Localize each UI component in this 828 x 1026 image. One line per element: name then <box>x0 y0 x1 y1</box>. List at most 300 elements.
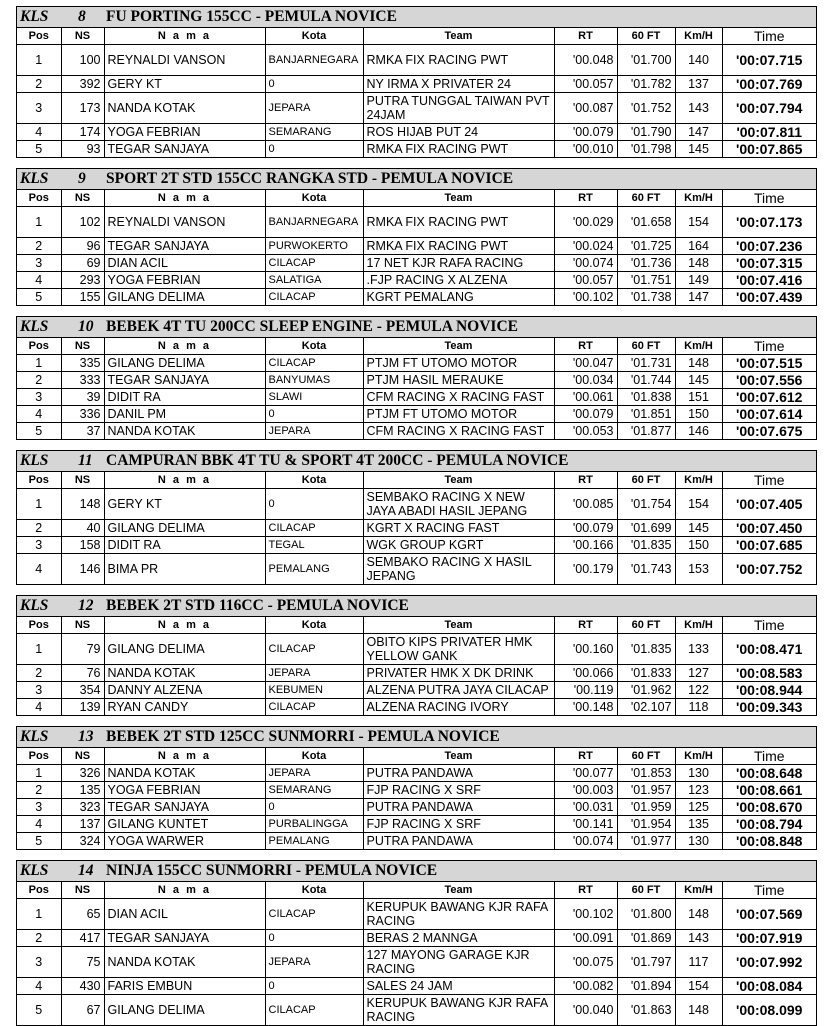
header-ns: NS <box>61 748 104 765</box>
cell-rt: '00.048 <box>554 45 617 76</box>
cell-pos: 3 <box>17 93 61 124</box>
cell-nama: GILANG KUNTET <box>104 816 265 833</box>
cell-time: '00:07.794 <box>722 93 816 124</box>
cell-nama: REYNALDI VANSON <box>104 45 265 76</box>
cell-kmh: 150 <box>675 406 722 423</box>
cell-pos: 3 <box>17 255 61 272</box>
header-kota: Kota <box>265 882 363 899</box>
cell-pos: 2 <box>17 930 61 947</box>
result-row <box>17 207 816 238</box>
cell-60ft: '01.797 <box>617 947 675 978</box>
header-team: Team <box>363 882 554 899</box>
cell-team: PUTRA PANDAWA <box>363 833 554 850</box>
cell-60ft: '01.798 <box>617 141 675 158</box>
cell-kota: BANYUMAS <box>265 372 363 389</box>
result-row <box>17 816 816 833</box>
cell-kmh: 125 <box>675 799 722 816</box>
class-kls-label: KLS <box>20 597 49 614</box>
cell-kota: KEBUMEN <box>265 682 363 699</box>
cell-kmh: 123 <box>675 782 722 799</box>
cell-60ft: '01.863 <box>617 995 675 1026</box>
cell-time: '00:08.661 <box>722 782 816 799</box>
class-block-13 <box>16 726 817 850</box>
result-row <box>17 355 816 372</box>
cell-pos: 1 <box>17 899 61 930</box>
cell-60ft: '01.838 <box>617 389 675 406</box>
cell-team: SEMBAKO RACING X NEW JAYA ABADI HASIL JEPANG <box>363 489 554 520</box>
cell-ns: 430 <box>61 978 104 995</box>
header-time: Time <box>722 617 816 634</box>
cell-ns: 326 <box>61 765 104 782</box>
cell-time: '00:07.556 <box>722 372 816 389</box>
cell-time: '00:07.919 <box>722 930 816 947</box>
class-title <box>17 861 816 882</box>
cell-rt: '00.079 <box>554 124 617 141</box>
cell-kmh: 147 <box>675 289 722 306</box>
cell-nama: DIAN ACIL <box>104 899 265 930</box>
results-table <box>17 472 816 585</box>
cell-team: KERUPUK BAWANG KJR RAFA RACING <box>363 995 554 1026</box>
cell-pos: 3 <box>17 537 61 554</box>
class-kls-label: KLS <box>20 170 49 187</box>
header-60ft: 60 FT <box>617 338 675 355</box>
cell-ns: 146 <box>61 554 104 585</box>
cell-rt: '00.085 <box>554 489 617 520</box>
cell-kota: SEMARANG <box>265 782 363 799</box>
cell-rt: '00.160 <box>554 634 617 665</box>
header-kmh: Km/H <box>675 617 722 634</box>
cell-kota: JEPARA <box>265 765 363 782</box>
cell-kmh: 133 <box>675 634 722 665</box>
cell-pos: 4 <box>17 406 61 423</box>
cell-team: PUTRA PANDAWA <box>363 765 554 782</box>
result-row <box>17 520 816 537</box>
cell-ns: 336 <box>61 406 104 423</box>
cell-kmh: 122 <box>675 682 722 699</box>
cell-kota: PURWOKERTO <box>265 238 363 255</box>
cell-pos: 3 <box>17 389 61 406</box>
cell-ns: 335 <box>61 355 104 372</box>
cell-kmh: 150 <box>675 537 722 554</box>
header-team: Team <box>363 190 554 207</box>
cell-team: KGRT X RACING FAST <box>363 520 554 537</box>
header-pos: Pos <box>17 882 61 899</box>
header-rt: RT <box>554 190 617 207</box>
result-row <box>17 423 816 440</box>
cell-time: '00:08.848 <box>722 833 816 850</box>
cell-time: '00:07.865 <box>722 141 816 158</box>
cell-team: PTJM FT UTOMO MOTOR <box>363 406 554 423</box>
class-name: FU PORTING 155CC - PEMULA NOVICE <box>106 8 397 25</box>
cell-time: '00:07.569 <box>722 899 816 930</box>
cell-kmh: 164 <box>675 238 722 255</box>
cell-rt: '00.102 <box>554 899 617 930</box>
cell-team: 17 NET KJR RAFA RACING <box>363 255 554 272</box>
header-time: Time <box>722 190 816 207</box>
cell-nama: GILANG DELIMA <box>104 289 265 306</box>
cell-60ft: '01.736 <box>617 255 675 272</box>
result-row <box>17 537 816 554</box>
cell-pos: 4 <box>17 272 61 289</box>
header-ns: NS <box>61 617 104 634</box>
cell-pos: 2 <box>17 238 61 255</box>
cell-team: PUTRA PANDAWA <box>363 799 554 816</box>
cell-time: '00:07.173 <box>722 207 816 238</box>
cell-pos: 4 <box>17 978 61 995</box>
cell-team: RMKA FIX RACING PWT <box>363 238 554 255</box>
cell-rt: '00.074 <box>554 255 617 272</box>
result-row <box>17 372 816 389</box>
cell-kmh: 118 <box>675 699 722 716</box>
cell-team: PUTRA TUNGGAL TAIWAN PVT 24JAM <box>363 93 554 124</box>
cell-ns: 354 <box>61 682 104 699</box>
result-row <box>17 833 816 850</box>
header-nama: N a m a <box>104 617 265 634</box>
cell-time: '00:08.583 <box>722 665 816 682</box>
cell-kota: 0 <box>265 799 363 816</box>
cell-60ft: '01.851 <box>617 406 675 423</box>
cell-kota: SALATIGA <box>265 272 363 289</box>
cell-nama: YOGA FEBRIAN <box>104 782 265 799</box>
header-60ft: 60 FT <box>617 190 675 207</box>
cell-60ft: '01.725 <box>617 238 675 255</box>
cell-kmh: 117 <box>675 947 722 978</box>
cell-ns: 67 <box>61 995 104 1026</box>
cell-nama: GERY KT <box>104 489 265 520</box>
cell-pos: 5 <box>17 423 61 440</box>
cell-ns: 173 <box>61 93 104 124</box>
cell-ns: 39 <box>61 389 104 406</box>
class-name: BEBEK 2T STD 116CC - PEMULA NOVICE <box>106 597 409 614</box>
header-nama: N a m a <box>104 28 265 45</box>
header-time: Time <box>722 748 816 765</box>
cell-kmh: 145 <box>675 520 722 537</box>
cell-nama: GILANG DELIMA <box>104 355 265 372</box>
cell-team: BERAS 2 MANNGA <box>363 930 554 947</box>
cell-ns: 100 <box>61 45 104 76</box>
cell-ns: 148 <box>61 489 104 520</box>
header-time: Time <box>722 882 816 899</box>
results-table <box>17 190 816 306</box>
cell-ns: 323 <box>61 799 104 816</box>
cell-time: '00:08.670 <box>722 799 816 816</box>
cell-nama: DIDIT RA <box>104 389 265 406</box>
cell-nama: YOGA WARWER <box>104 833 265 850</box>
cell-ns: 65 <box>61 899 104 930</box>
cell-time: '00:08.099 <box>722 995 816 1026</box>
cell-kota: PURBALINGGA <box>265 816 363 833</box>
cell-time: '00:07.439 <box>722 289 816 306</box>
result-row <box>17 930 816 947</box>
cell-team: FJP RACING X SRF <box>363 816 554 833</box>
header-row <box>17 472 816 489</box>
cell-kota: BANJARNEGARA <box>265 45 363 76</box>
header-pos: Pos <box>17 190 61 207</box>
header-row <box>17 338 816 355</box>
cell-nama: NANDA KOTAK <box>104 665 265 682</box>
cell-rt: '00.119 <box>554 682 617 699</box>
class-number: 8 <box>78 8 86 25</box>
cell-rt: '00.057 <box>554 76 617 93</box>
cell-rt: '00.074 <box>554 833 617 850</box>
cell-time: '00:07.769 <box>722 76 816 93</box>
class-title <box>17 727 816 748</box>
cell-kmh: 137 <box>675 76 722 93</box>
cell-60ft: '01.835 <box>617 537 675 554</box>
cell-kota: 0 <box>265 978 363 995</box>
cell-rt: '00.024 <box>554 238 617 255</box>
cell-rt: '00.066 <box>554 665 617 682</box>
cell-ns: 79 <box>61 634 104 665</box>
header-row <box>17 748 816 765</box>
cell-kmh: 148 <box>675 899 722 930</box>
cell-60ft: '01.790 <box>617 124 675 141</box>
cell-60ft: '01.658 <box>617 207 675 238</box>
cell-pos: 2 <box>17 782 61 799</box>
result-row <box>17 238 816 255</box>
cell-kota: 0 <box>265 406 363 423</box>
cell-nama: DIAN ACIL <box>104 255 265 272</box>
cell-ns: 137 <box>61 816 104 833</box>
class-number: 11 <box>78 452 93 469</box>
result-row <box>17 406 816 423</box>
cell-kmh: 153 <box>675 554 722 585</box>
header-kota: Kota <box>265 748 363 765</box>
cell-team: ALZENA PUTRA JAYA CILACAP <box>363 682 554 699</box>
cell-team: NY IRMA X PRIVATER 24 <box>363 76 554 93</box>
header-kota: Kota <box>265 190 363 207</box>
result-row <box>17 947 816 978</box>
cell-nama: BIMA PR <box>104 554 265 585</box>
cell-time: '00:07.715 <box>722 45 816 76</box>
header-row <box>17 617 816 634</box>
header-60ft: 60 FT <box>617 28 675 45</box>
cell-team: WGK GROUP KGRT <box>363 537 554 554</box>
class-name: BEBEK 2T STD 125CC SUNMORRI - PEMULA NOVICE <box>106 728 500 745</box>
cell-time: '00:07.315 <box>722 255 816 272</box>
cell-pos: 5 <box>17 141 61 158</box>
cell-pos: 1 <box>17 634 61 665</box>
cell-kmh: 148 <box>675 995 722 1026</box>
cell-kota: JEPARA <box>265 947 363 978</box>
header-pos: Pos <box>17 338 61 355</box>
cell-nama: NANDA KOTAK <box>104 947 265 978</box>
cell-rt: '00.166 <box>554 537 617 554</box>
header-nama: N a m a <box>104 190 265 207</box>
header-60ft: 60 FT <box>617 617 675 634</box>
cell-pos: 4 <box>17 699 61 716</box>
header-pos: Pos <box>17 748 61 765</box>
cell-kota: PEMALANG <box>265 833 363 850</box>
cell-nama: REYNALDI VANSON <box>104 207 265 238</box>
cell-pos: 5 <box>17 995 61 1026</box>
header-kmh: Km/H <box>675 882 722 899</box>
cell-ns: 75 <box>61 947 104 978</box>
header-pos: Pos <box>17 472 61 489</box>
cell-60ft: '01.869 <box>617 930 675 947</box>
cell-60ft: '01.800 <box>617 899 675 930</box>
cell-team: OBITO KIPS PRIVATER HMK YELLOW GANK <box>363 634 554 665</box>
cell-kota: CILACAP <box>265 520 363 537</box>
cell-time: '00:07.405 <box>722 489 816 520</box>
cell-pos: 1 <box>17 355 61 372</box>
class-title <box>17 451 816 472</box>
cell-nama: NANDA KOTAK <box>104 93 265 124</box>
cell-kota: CILACAP <box>265 289 363 306</box>
result-row <box>17 978 816 995</box>
result-row <box>17 389 816 406</box>
cell-kmh: 154 <box>675 207 722 238</box>
cell-60ft: '01.954 <box>617 816 675 833</box>
cell-time: '00:08.944 <box>722 682 816 699</box>
cell-rt: '00.077 <box>554 765 617 782</box>
cell-rt: '00.091 <box>554 930 617 947</box>
cell-kmh: 149 <box>675 272 722 289</box>
cell-60ft: '01.977 <box>617 833 675 850</box>
cell-team: 127 MAYONG GARAGE KJR RACING <box>363 947 554 978</box>
cell-ns: 93 <box>61 141 104 158</box>
cell-pos: 5 <box>17 833 61 850</box>
cell-team: ALZENA RACING IVORY <box>363 699 554 716</box>
cell-kota: 0 <box>265 76 363 93</box>
cell-rt: '00.010 <box>554 141 617 158</box>
cell-nama: NANDA KOTAK <box>104 765 265 782</box>
cell-ns: 333 <box>61 372 104 389</box>
class-kls-label: KLS <box>20 8 49 25</box>
header-kota: Kota <box>265 338 363 355</box>
cell-team: ROS HIJAB PUT 24 <box>363 124 554 141</box>
cell-nama: GERY KT <box>104 76 265 93</box>
header-ns: NS <box>61 472 104 489</box>
header-team: Team <box>363 472 554 489</box>
cell-60ft: '01.782 <box>617 76 675 93</box>
cell-60ft: '01.957 <box>617 782 675 799</box>
cell-kota: CILACAP <box>265 634 363 665</box>
cell-rt: '00.082 <box>554 978 617 995</box>
header-rt: RT <box>554 617 617 634</box>
header-rt: RT <box>554 338 617 355</box>
cell-60ft: '01.853 <box>617 765 675 782</box>
header-time: Time <box>722 338 816 355</box>
result-row <box>17 45 816 76</box>
cell-time: '00:09.343 <box>722 699 816 716</box>
result-row <box>17 899 816 930</box>
cell-pos: 1 <box>17 765 61 782</box>
result-row <box>17 255 816 272</box>
cell-kmh: 147 <box>675 124 722 141</box>
cell-team: RMKA FIX RACING PWT <box>363 45 554 76</box>
header-time: Time <box>722 28 816 45</box>
header-team: Team <box>363 617 554 634</box>
cell-60ft: '01.752 <box>617 93 675 124</box>
header-60ft: 60 FT <box>617 748 675 765</box>
cell-ns: 155 <box>61 289 104 306</box>
header-rt: RT <box>554 28 617 45</box>
cell-kmh: 130 <box>675 833 722 850</box>
cell-60ft: '01.751 <box>617 272 675 289</box>
cell-team: RMKA FIX RACING PWT <box>363 207 554 238</box>
cell-60ft: '01.743 <box>617 554 675 585</box>
results-table <box>17 338 816 440</box>
cell-team: CFM RACING X RACING FAST <box>363 389 554 406</box>
cell-kmh: 130 <box>675 765 722 782</box>
class-name: SPORT 2T STD 155CC RANGKA STD - PEMULA NOVICE <box>106 170 514 187</box>
cell-team: RMKA FIX RACING PWT <box>363 141 554 158</box>
cell-nama: TEGAR SANJAYA <box>104 799 265 816</box>
cell-kmh: 151 <box>675 389 722 406</box>
class-number: 13 <box>78 728 94 745</box>
class-block-8 <box>16 6 817 158</box>
cell-nama: YOGA FEBRIAN <box>104 272 265 289</box>
cell-pos: 1 <box>17 489 61 520</box>
cell-kota: PEMALANG <box>265 554 363 585</box>
cell-kmh: 148 <box>675 255 722 272</box>
class-block-11 <box>16 450 817 585</box>
cell-pos: 2 <box>17 520 61 537</box>
cell-ns: 76 <box>61 665 104 682</box>
header-pos: Pos <box>17 617 61 634</box>
cell-time: '00:07.612 <box>722 389 816 406</box>
cell-kota: 0 <box>265 930 363 947</box>
header-row <box>17 190 816 207</box>
cell-nama: TEGAR SANJAYA <box>104 372 265 389</box>
header-kota: Kota <box>265 617 363 634</box>
results-sheet <box>16 6 817 1026</box>
class-block-9 <box>16 168 817 306</box>
cell-kota: SEMARANG <box>265 124 363 141</box>
cell-rt: '00.053 <box>554 423 617 440</box>
cell-time: '00:07.450 <box>722 520 816 537</box>
cell-nama: GILANG DELIMA <box>104 995 265 1026</box>
cell-rt: '00.029 <box>554 207 617 238</box>
result-row <box>17 799 816 816</box>
header-ns: NS <box>61 338 104 355</box>
result-row <box>17 272 816 289</box>
header-time: Time <box>722 472 816 489</box>
cell-time: '00:07.992 <box>722 947 816 978</box>
cell-pos: 4 <box>17 816 61 833</box>
cell-kmh: 135 <box>675 816 722 833</box>
result-row <box>17 489 816 520</box>
cell-ns: 135 <box>61 782 104 799</box>
cell-rt: '00.061 <box>554 389 617 406</box>
cell-kmh: 145 <box>675 372 722 389</box>
results-table <box>17 28 816 158</box>
result-row <box>17 124 816 141</box>
cell-nama: TEGAR SANJAYA <box>104 930 265 947</box>
cell-kota: 0 <box>265 489 363 520</box>
cell-rt: '00.179 <box>554 554 617 585</box>
cell-ns: 293 <box>61 272 104 289</box>
cell-pos: 2 <box>17 76 61 93</box>
cell-kmh: 127 <box>675 665 722 682</box>
cell-time: '00:07.811 <box>722 124 816 141</box>
cell-kota: CILACAP <box>265 699 363 716</box>
class-block-10 <box>16 316 817 440</box>
cell-rt: '00.148 <box>554 699 617 716</box>
cell-ns: 37 <box>61 423 104 440</box>
class-number: 10 <box>78 318 94 335</box>
cell-time: '00:07.752 <box>722 554 816 585</box>
header-rt: RT <box>554 882 617 899</box>
class-name: NINJA 155CC SUNMORRI - PEMULA NOVICE <box>106 862 438 879</box>
class-kls-label: KLS <box>20 452 49 469</box>
cell-ns: 40 <box>61 520 104 537</box>
cell-pos: 2 <box>17 665 61 682</box>
cell-nama: FARIS EMBUN <box>104 978 265 995</box>
result-row <box>17 782 816 799</box>
cell-rt: '00.075 <box>554 947 617 978</box>
